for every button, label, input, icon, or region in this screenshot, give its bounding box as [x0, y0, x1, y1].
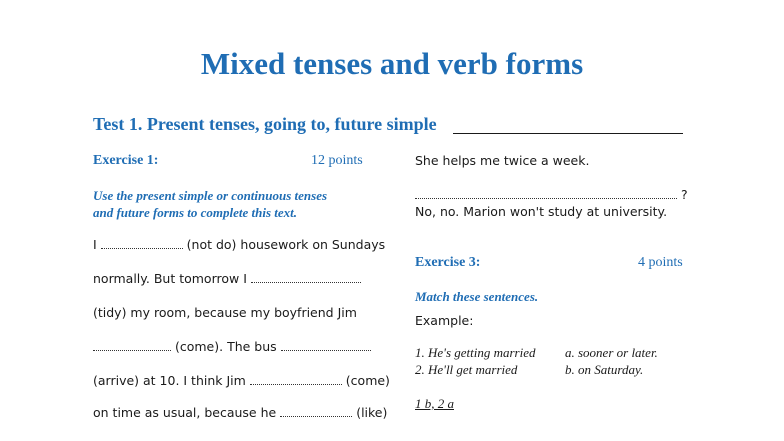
exercise-1-line-6	[93, 405, 387, 420]
exercise-1-instruction-line-1: Use the present simple or continuous tenses	[93, 188, 328, 203]
blank-field[interactable]	[251, 272, 361, 283]
exercise-2-question-line	[415, 187, 688, 202]
exercise-2-sentence: She helps me twice a week.	[415, 153, 590, 168]
exercise-3-pair-2-left: 2. He'll get married	[415, 362, 518, 377]
exercise-2-answer: No, no. Marion won't study at university.	[415, 204, 668, 219]
exercise-3-heading: Exercise 3:	[415, 255, 481, 270]
line-text: (come). The bus	[174, 339, 277, 354]
exercise-3-example-answer: 1 b, 2 a	[415, 396, 454, 411]
exercise-3-pair-1-left: 1. He's getting married	[415, 345, 536, 360]
line-text: normally. But tomorrow I	[93, 271, 247, 286]
exercise-3-instruction: Match these sentences.	[415, 289, 539, 304]
line-text: on time as usual, because he	[93, 405, 277, 420]
blank-field[interactable]	[281, 340, 371, 351]
blank-field[interactable]	[280, 406, 352, 417]
blank-field[interactable]	[250, 374, 342, 385]
line-text: I	[93, 237, 97, 252]
page-title: Mixed tenses and verb forms	[200, 46, 584, 81]
blank-field[interactable]	[101, 238, 183, 249]
exercise-1-line-5	[93, 373, 390, 388]
line-text: (come)	[345, 373, 390, 388]
exercise-1-line-1	[93, 237, 385, 252]
question-mark: ?	[680, 187, 688, 202]
test-title-rule	[453, 133, 683, 134]
exercise-1-points: 12 points	[311, 153, 363, 168]
line-text: (like)	[356, 405, 388, 420]
exercise-3-example-label: Example:	[415, 313, 474, 328]
line-text: (arrive) at 10. I think Jim	[93, 373, 246, 388]
exercise-1-line-2	[93, 271, 361, 286]
exercise-3-pair-1-right: a. sooner or later.	[565, 345, 658, 360]
line-text: (not do) housework on Sundays	[186, 237, 386, 252]
exercise-3-points: 4 points	[638, 255, 683, 270]
blank-field[interactable]	[93, 340, 171, 351]
test-title: Test 1. Present tenses, going to, future simple	[93, 114, 437, 134]
exercise-1-instruction-line-2: and future forms to complete this text.	[93, 205, 298, 220]
exercise-3-pair-2-right: b. on Saturday.	[565, 362, 644, 377]
line-text: (tidy) my room, because my boyfriend Jim	[93, 305, 357, 320]
exercise-1-line-3	[93, 305, 357, 320]
exercise-1-heading: Exercise 1:	[93, 153, 159, 168]
blank-field[interactable]	[415, 188, 677, 199]
exercise-1-line-4	[93, 339, 371, 354]
